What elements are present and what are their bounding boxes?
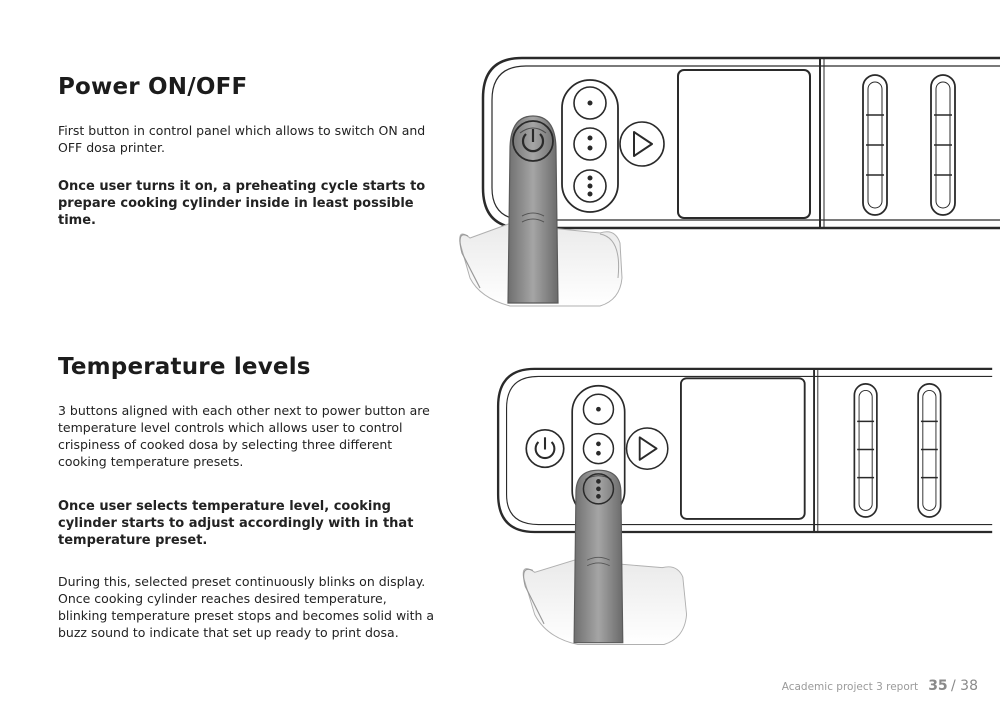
control-panel-illustration-power (450, 38, 1000, 338)
temperature-detail: During this, selected preset continuously blinks on display. Once cooking cylinder reaches desired temperature, blinking temperature preset stops and becomes solid with a buzz sound to indicate that set up ready to print dosa. (58, 574, 435, 640)
footer-label: Academic project 3 report (781, 681, 919, 693)
power-note: Once user turns it on, a preheating cycle starts to prepare cooking cylinder inside in least possible time. (58, 179, 426, 228)
temperature-note: Once user selects temperature level, cooking cylinder starts to adjust accordingly with in that temperature preset. (58, 499, 414, 548)
power-section (58, 72, 438, 229)
slider-2 (918, 384, 941, 517)
slider-2 (931, 75, 955, 215)
slider-1 (863, 75, 887, 215)
control-panel (483, 58, 1000, 228)
pointing-hand-icon (523, 470, 686, 644)
page-total: / 38 (951, 678, 978, 694)
page-number: 35 (928, 678, 948, 694)
page-footer (782, 678, 978, 694)
power-icon (526, 430, 564, 468)
temperature-level-2-button (574, 128, 606, 160)
power-description: First button in control panel which allows to switch ON and OFF dosa printer. (58, 123, 426, 155)
temperature-level-2-button (583, 434, 613, 464)
temperature-title: Temperature levels (58, 354, 311, 380)
play-icon (627, 428, 668, 469)
play-icon (620, 122, 664, 166)
display-screen (681, 378, 805, 519)
control-panel-illustration-temperature (450, 352, 1000, 652)
display-screen (678, 70, 810, 218)
temperature-description: 3 buttons aligned with each other next to power button are temperature level controls which allows user to control crispiness of cooked dosa by selecting three different cooking temperature presets. (58, 403, 430, 469)
power-title: Power ON/OFF (58, 74, 248, 100)
slider-1 (854, 384, 877, 517)
temperature-section (58, 352, 438, 641)
control-panel-2 (498, 369, 992, 532)
